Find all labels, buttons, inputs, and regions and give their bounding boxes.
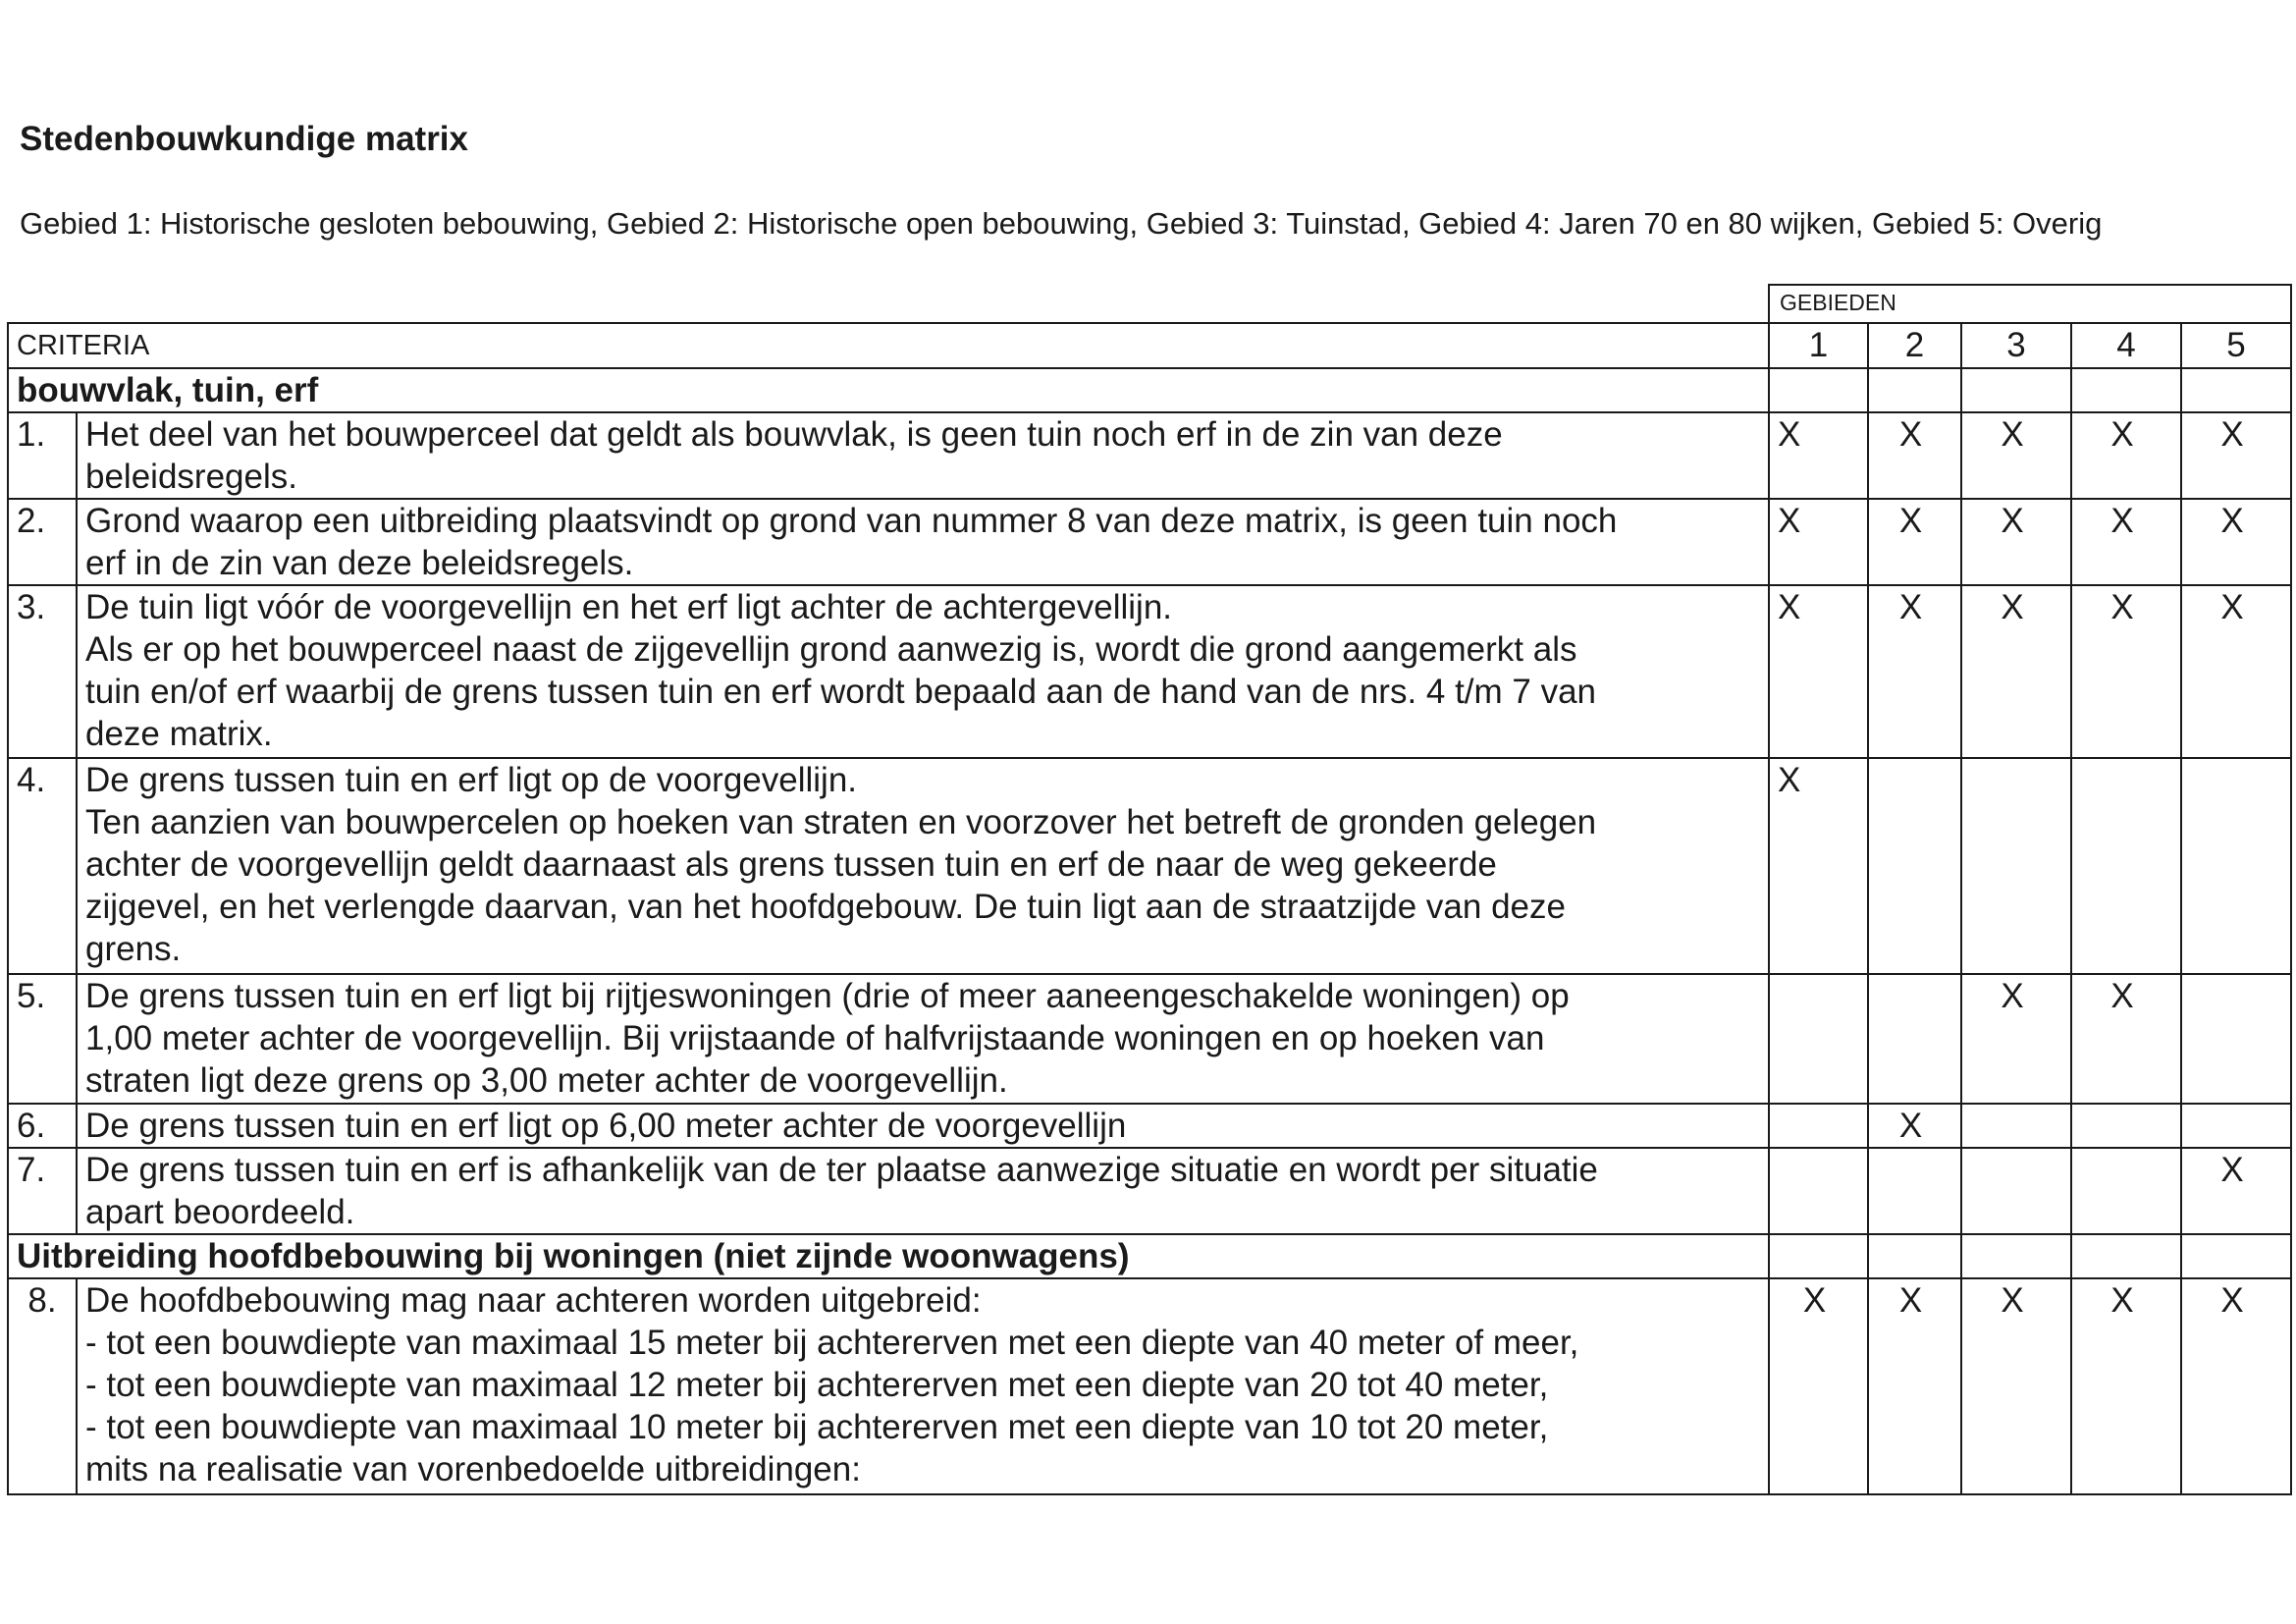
criteria-text-line: - tot een bouwdiepte van maximaal 15 meter bij achtererven met een diepte van 40 meter of meer, <box>85 1324 1579 1362</box>
applies-mark-area-1: X <box>1769 1278 1868 1494</box>
area-header-3: 3 <box>1961 323 2071 368</box>
area-header-2: 2 <box>1868 323 1961 368</box>
section-empty-cell <box>1868 1234 1961 1278</box>
applies-mark-area-3: X <box>1961 585 2071 758</box>
criteria-text <box>77 974 1769 1104</box>
applies-mark-area-2: X <box>1868 585 1961 758</box>
criteria-text-line: - tot een bouwdiepte van maximaal 12 meter bij achtererven met een diepte van 20 tot 40 meter, <box>85 1366 1549 1404</box>
criteria-header: CRITERIA <box>8 323 1769 368</box>
criteria-text-line: achter de voorgevellijn geldt daarnaast als grens tussen tuin en erf de naar de weg gekeerde <box>85 845 1497 884</box>
applies-mark-area-3: X <box>1961 1278 2071 1494</box>
applies-mark-area-4 <box>2071 1104 2181 1148</box>
criteria-text-line: De grens tussen tuin en erf is afhankelijk van de ter plaatse aanwezige situatie en wordt per situatie <box>85 1151 1598 1189</box>
criteria-text-line: deze matrix. <box>85 715 273 753</box>
applies-mark-area-4: X <box>2071 585 2181 758</box>
criteria-text <box>77 412 1769 499</box>
applies-mark-area-1: X <box>1769 412 1868 499</box>
applies-mark-area-4: X <box>2071 412 2181 499</box>
applies-mark-area-3 <box>1961 758 2071 974</box>
area-header-4: 4 <box>2071 323 2181 368</box>
criteria-matrix-table <box>7 284 2292 1495</box>
section-row <box>8 1234 2291 1278</box>
applies-mark-area-1: X <box>1769 758 1868 974</box>
page-title: Stedenbouwkundige matrix <box>20 120 468 158</box>
criteria-text-line: zijgevel, en het verlengde daarvan, van het hoofdgebouw. De tuin ligt aan de straatzijde van deze <box>85 888 1566 926</box>
section-empty-cell <box>2071 368 2181 412</box>
section-row <box>8 368 2291 412</box>
criteria-row <box>8 1104 2291 1148</box>
criteria-text-line: tuin en/of erf waarbij de grens tussen tuin en erf wordt bepaald aan de hand van de nrs. 4 t/m 7 van <box>85 673 1597 711</box>
criteria-number: 1. <box>8 412 77 499</box>
applies-mark-area-5: X <box>2181 1278 2291 1494</box>
section-empty-cell <box>2181 368 2291 412</box>
applies-mark-area-3: X <box>1961 499 2071 585</box>
applies-mark-area-5 <box>2181 758 2291 974</box>
criteria-number: 2. <box>8 499 77 585</box>
section-title: bouwvlak, tuin, erf <box>8 368 1769 412</box>
criteria-text-line: De grens tussen tuin en erf ligt op de voorgevellijn. <box>85 761 858 799</box>
criteria-text-line: Het deel van het bouwperceel dat geldt als bouwvlak, is geen tuin noch erf in de zin van deze <box>85 415 1503 454</box>
applies-mark-area-2 <box>1868 1148 1961 1234</box>
criteria-text-line: 1,00 meter achter de voorgevellijn. Bij vrijstaande of halfvrijstaande woningen en op hoeken van <box>85 1019 1545 1057</box>
criteria-text-line: Als er op het bouwperceel naast de zijgevellijn grond aanwezig is, wordt die grond aangemerkt als <box>85 630 1577 669</box>
criteria-text <box>77 499 1769 585</box>
applies-mark-area-4: X <box>2071 499 2181 585</box>
criteria-row <box>8 1278 2291 1494</box>
applies-mark-area-4: X <box>2071 1278 2181 1494</box>
applies-mark-area-5: X <box>2181 412 2291 499</box>
applies-mark-area-2: X <box>1868 499 1961 585</box>
section-empty-cell <box>2071 1234 2181 1278</box>
criteria-row <box>8 412 2291 499</box>
criteria-text-line: straten ligt deze grens op 3,00 meter achter de voorgevellijn. <box>85 1061 1008 1100</box>
criteria-text <box>77 585 1769 758</box>
applies-mark-area-5: X <box>2181 1148 2291 1234</box>
criteria-number: 5. <box>8 974 77 1104</box>
criteria-number: 6. <box>8 1104 77 1148</box>
criteria-text-line: Ten aanzien van bouwpercelen op hoeken van straten en voorzover het betreft de gronden gelegen <box>85 803 1597 841</box>
applies-mark-area-1: X <box>1769 499 1868 585</box>
applies-mark-area-3 <box>1961 1104 2071 1148</box>
criteria-text-line: grens. <box>85 930 182 968</box>
header-spacer <box>8 285 1769 323</box>
criteria-text <box>77 758 1769 974</box>
criteria-row <box>8 585 2291 758</box>
applies-mark-area-3 <box>1961 1148 2071 1234</box>
section-empty-cell <box>2181 1234 2291 1278</box>
applies-mark-area-5 <box>2181 1104 2291 1148</box>
criteria-text-line: De grens tussen tuin en erf ligt bij rijtjeswoningen (drie of meer aaneengeschakelde woningen) op <box>85 977 1570 1015</box>
criteria-text-line: mits na realisatie van vorenbedoelde uitbreidingen: <box>85 1450 861 1489</box>
applies-mark-area-5 <box>2181 974 2291 1104</box>
applies-mark-area-1 <box>1769 1148 1868 1234</box>
criteria-text-line: apart beoordeeld. <box>85 1193 355 1231</box>
criteria-number: 8. <box>8 1278 77 1494</box>
gebieden-header: GEBIEDEN <box>1769 285 2291 323</box>
criteria-text-line: De tuin ligt vóór de voorgevellijn en het erf ligt achter de achtergevellijn. <box>85 588 1173 626</box>
applies-mark-area-1 <box>1769 974 1868 1104</box>
criteria-text-line: erf in de zin van deze beleidsregels. <box>85 544 634 582</box>
criteria-number: 7. <box>8 1148 77 1234</box>
criteria-text-line: De grens tussen tuin en erf ligt op 6,00 meter achter de voorgevellijn <box>85 1107 1127 1145</box>
area-header-1: 1 <box>1769 323 1868 368</box>
applies-mark-area-4 <box>2071 758 2181 974</box>
applies-mark-area-5: X <box>2181 499 2291 585</box>
applies-mark-area-3: X <box>1961 412 2071 499</box>
criteria-text-line: - tot een bouwdiepte van maximaal 10 meter bij achtererven met een diepte van 10 tot 20 meter, <box>85 1408 1549 1446</box>
criteria-text <box>77 1148 1769 1234</box>
criteria-text-line: De hoofdbebouwing mag naar achteren worden uitgebreid: <box>85 1281 982 1320</box>
criteria-number: 3. <box>8 585 77 758</box>
criteria-row <box>8 974 2291 1104</box>
criteria-row <box>8 758 2291 974</box>
criteria-text <box>77 1278 1769 1494</box>
applies-mark-area-1: X <box>1769 585 1868 758</box>
area-header-5: 5 <box>2181 323 2291 368</box>
section-empty-cell <box>1769 368 1868 412</box>
applies-mark-area-5: X <box>2181 585 2291 758</box>
criteria-row <box>8 1148 2291 1234</box>
section-empty-cell <box>1961 368 2071 412</box>
applies-mark-area-4 <box>2071 1148 2181 1234</box>
section-empty-cell <box>1961 1234 2071 1278</box>
criteria-text <box>77 1104 1769 1148</box>
applies-mark-area-2 <box>1868 974 1961 1104</box>
applies-mark-area-2: X <box>1868 1104 1961 1148</box>
applies-mark-area-4: X <box>2071 974 2181 1104</box>
section-empty-cell <box>1868 368 1961 412</box>
applies-mark-area-2: X <box>1868 1278 1961 1494</box>
criteria-text-line: beleidsregels. <box>85 458 297 496</box>
criteria-header-row <box>8 323 2291 368</box>
criteria-row <box>8 499 2291 585</box>
criteria-number: 4. <box>8 758 77 974</box>
applies-mark-area-2 <box>1868 758 1961 974</box>
criteria-text-line: Grond waarop een uitbreiding plaatsvindt op grond van nummer 8 van deze matrix, is geen tuin noch <box>85 502 1618 540</box>
section-title: Uitbreiding hoofdbebouwing bij woningen (niet zijnde woonwagens) <box>8 1234 1769 1278</box>
section-empty-cell <box>1769 1234 1868 1278</box>
applies-mark-area-2: X <box>1868 412 1961 499</box>
area-legend: Gebied 1: Historische gesloten bebouwing, Gebied 2: Historische open bebouwing, Gebied 3: Tuinstad, Gebied 4: Jaren 70 en 80 wijken, Gebied 5: Overig <box>20 206 2103 241</box>
applies-mark-area-1 <box>1769 1104 1868 1148</box>
applies-mark-area-3: X <box>1961 974 2071 1104</box>
gebieden-header-row <box>8 285 2291 323</box>
